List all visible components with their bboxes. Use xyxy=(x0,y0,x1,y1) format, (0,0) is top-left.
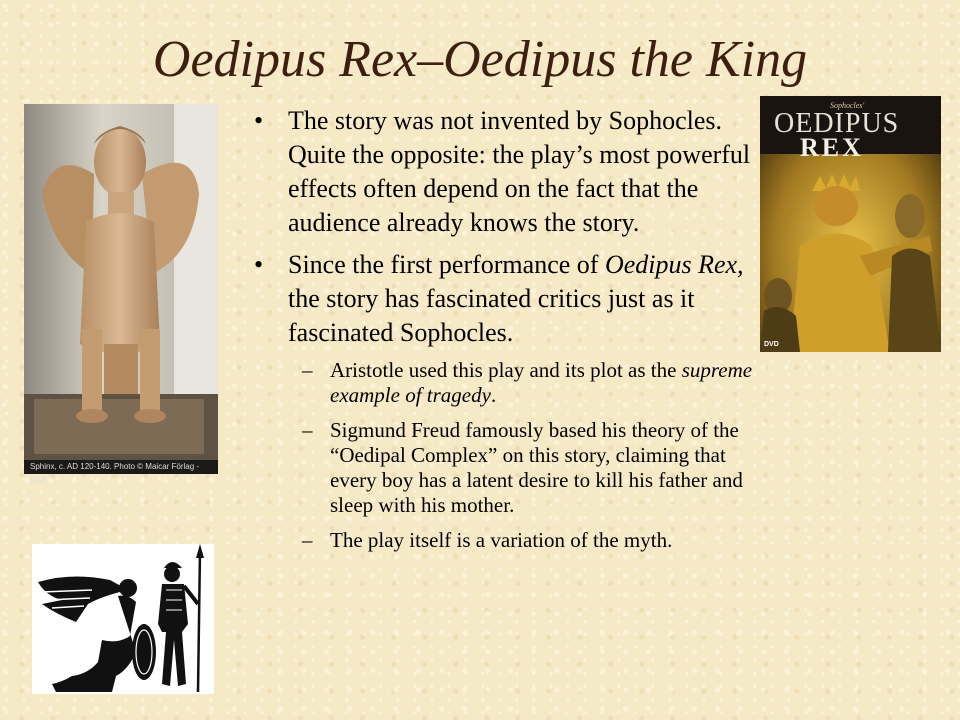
vase-painting-silhouette xyxy=(32,544,214,694)
subbullet-freud xyxy=(254,418,770,518)
subbullet-aristotle xyxy=(254,358,770,408)
subbullet-variation xyxy=(254,528,770,553)
dvd-kicker: Sophocles' xyxy=(830,101,865,110)
bullet-marker: • xyxy=(254,250,264,279)
subbullet-marker: – xyxy=(302,528,313,552)
oedipus-rex-dvd-cover xyxy=(760,96,941,352)
subbullet-text-post: . xyxy=(490,383,497,407)
sphinx-statue-illustration xyxy=(24,104,218,474)
subbullet-text-pre: Aristotle used this play and its plot as the xyxy=(330,358,682,382)
subbullet-marker: – xyxy=(302,418,313,442)
dvd-logo: DVD xyxy=(764,341,779,348)
bullet-text-pre: Since the first performance of xyxy=(288,250,605,279)
subbullet-text: The play itself is a variation of the myth. xyxy=(330,528,673,552)
subbullet-marker: – xyxy=(302,358,313,382)
slide-body xyxy=(254,104,764,563)
subbullet-text: Sigmund Freud famously based his theory of the “Oedipal Complex” on this story, claiming that every boy has a latent desire to kill his father and sleep with his mother. xyxy=(330,418,743,517)
dvd-cover-art xyxy=(760,96,941,352)
play-title-emphasis: Oedipus Rex, xyxy=(604,250,744,279)
dvd-title-oedipus: OEDIPUS xyxy=(774,108,900,139)
bullet-marker: • xyxy=(254,106,264,135)
sphinx-photo-caption: Sphinx, c. AD 120-140. Photo © Maicar Förlag - GML xyxy=(24,460,218,474)
slide-title: Oedipus Rex–Oedipus the King xyxy=(152,31,808,88)
sphinx-statue-photo xyxy=(24,104,218,485)
bullet-story-origin xyxy=(254,104,764,240)
bullet-first-performance xyxy=(254,248,764,350)
bullet-text-post: the story has fascinated critics just as it fascinated Sophocles. xyxy=(288,284,695,347)
supreme-example-emphasis: supreme example of tragedy xyxy=(330,358,753,407)
dvd-title-rex: REX xyxy=(800,133,864,162)
bullet-text: The story was not invented by Sophocles. Quite the opposite: the play’s most powerful effects often depend on the fact that the audience already knows the story. xyxy=(288,106,751,237)
oedipus-sphinx-vase-illustration xyxy=(32,544,214,694)
